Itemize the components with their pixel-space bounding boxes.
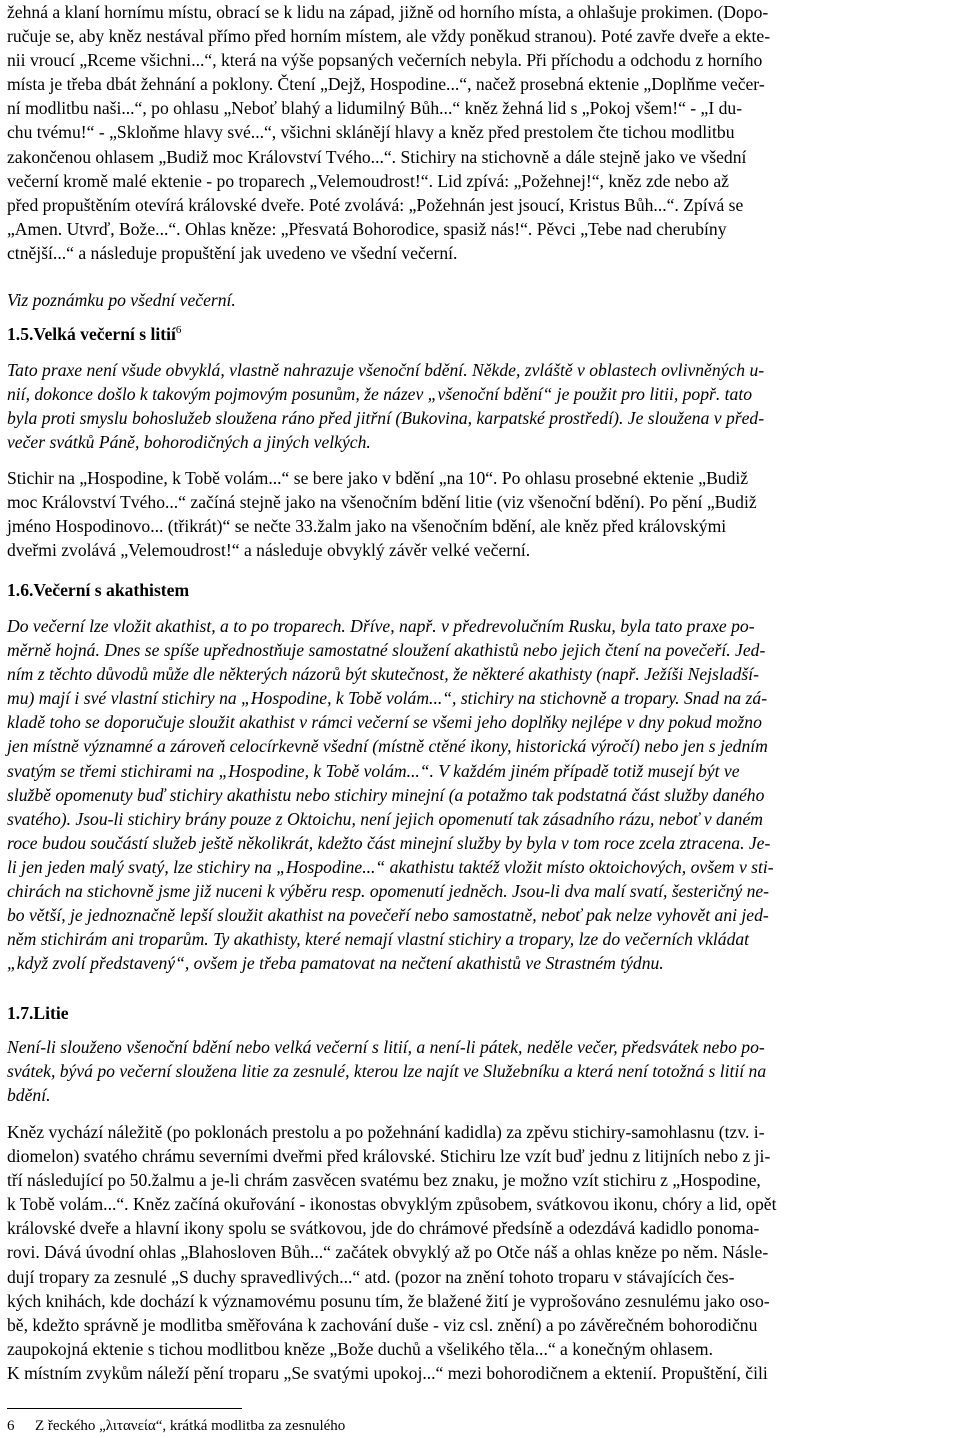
- text-line: chu tvému!“ - „Skloňme hlavy své...“, všichni sklánějí hlavy a kněz před prestolem čte tichou modlitbu: [7, 122, 735, 143]
- text-line: kladě toho se doporučuje sloužit akathist v rámci večerní se všemi jeho doplňky nejlépe v dny pokud možno: [7, 712, 762, 733]
- text-line: královské dveře a hlavní ikony spolu se svátkovou, jde do chrámové předsíně a odezdává kadidlo ponoma-: [7, 1218, 760, 1239]
- section-title: Večerní s akathistem: [33, 580, 190, 600]
- paragraph-litie-body: [7, 1120, 953, 1385]
- text-line: Do večerní lze vložit akathist, a to po troparech. Dříve, např. v předrevolučním Rusku, byla tato praxe po-: [7, 616, 755, 636]
- text-line: ním z těchto důvodů může dle některých názorů být skutečnost, že některé akathisty (např. Ježíši Nejsladší-: [7, 664, 759, 685]
- section-number: 1.5.: [7, 324, 34, 344]
- paragraph-velka-vecerni-body: [7, 466, 953, 562]
- note-see-vsedni: [7, 288, 953, 312]
- text-line: Není-li slouženo všenoční bdění nebo velká večerní s litií, a není-li pátek, neděle večer, předsvátek nebo po-: [7, 1037, 765, 1057]
- text-line: nií, dokonce došlo k takovým pojmovým posunům, že název „všenoční bdění“ je použit pro litii, popř. tato: [7, 384, 753, 405]
- text-line: něm stichirám ani troparům. Ty akathisty, které nemají vlastní stichiry a tropary, lze do večerních vkládat: [7, 929, 750, 950]
- text-line: li jen jeden malý svatý, lze stichiry na „Hospodine...“ akathistu taktéž vložit místo oktoichových, ovšem v sti-: [7, 856, 774, 877]
- text-line: Kněz vychází náležitě (po poklonách prestolu a po požehnání kadidla) za zpěvu stichiry-samohlasnu (tzv. i-: [7, 1122, 765, 1142]
- text-line: nii vroucí „Rceme všichni...“, která na výše popsaných večerních nebyla. Při příchodu a odchodu z horního: [7, 50, 763, 71]
- text-line: dveřmi zvolává „Velemoudrost!“ a následuje obvyklý závěr velké večerní.: [7, 540, 531, 561]
- section-number: 1.6.: [7, 580, 34, 600]
- section-number: 1.7.: [7, 1003, 34, 1023]
- text-line: ctnější...“ a následuje propuštění jak uvedeno ve všední večerní.: [7, 242, 458, 263]
- text-line: bě, kdežto správně je modlitba směřována k zachování duše - viz csl. znění) a po závěrečném bohorodičnu: [7, 1314, 758, 1335]
- footnote-separator: [7, 1408, 242, 1409]
- text-line: místa je třeba dbát žehnání a poklony. Čtení „Dejž, Hospodine...“, načež prosebná ektenie „Doplňme večer-: [7, 74, 765, 95]
- paragraph-vecerni-end: [7, 0, 953, 265]
- footnote-ref: 6: [175, 324, 182, 336]
- paragraph-litie-intro: [7, 1035, 953, 1107]
- text-line: zaupokojná ektenie s tichou modlitbou kněze „Bože duchů a všelikého těla...“ a konečným ohlasem.: [7, 1338, 713, 1359]
- text-line: kých knihách, kde dochází k významovému posunu tím, že blažené žití je vyprošováno zesnulému jako oso-: [7, 1290, 770, 1311]
- footnote: [7, 1417, 345, 1435]
- text-line: k Tobě volám...“. Kněz začíná okuřování - ikonostas obvyklým způsobem, svátkovou ikonu, chóry a lid, opět: [7, 1194, 777, 1215]
- section-heading-1-5: [7, 322, 181, 346]
- text-line: moc Království Tvého...“ začíná stejně jako na všenočním bdění litie (viz všenoční bdění). Po pění „Budiž: [7, 492, 757, 513]
- text-line: zakončenou ohlasem „Budiž moc Království Tvého...“. Stichiry na stichovně a dále stejně jako ve všední: [7, 146, 747, 167]
- text-line: K místním zvykům náleží pění troparu „Se svatými upokoj...“ mezi bohorodičnem a ektenií. Propuštění, čili: [7, 1362, 768, 1383]
- section-title: Velká večerní s litií: [33, 324, 176, 344]
- text-line: Stichir na „Hospodine, k Tobě volám...“ se bere jako v bdění „na 10“. Po ohlasu prosebné ektenie „Budiž: [7, 468, 749, 488]
- footnote-number: 6: [7, 1418, 15, 1434]
- text-line: ní modlitbu naši...“, po ohlasu „Neboť blahý a lidumilný Bůh...“ kněz žehná lid s „Pokoj všem!“ - „I du-: [7, 98, 743, 119]
- text-line: diomelon) svatého chrámu severními dveřmi před královské. Stichiru lze vzít buď jednu z litijních nebo z ji-: [7, 1146, 771, 1167]
- text-line: jméno Hospodinovo... (třikrát)“ se nečte 33.žalm jako na všenočním bdění, ale kněz před královskými: [7, 516, 727, 537]
- paragraph-akathist: [7, 614, 953, 975]
- text-line: ručuje se, aby kněz nestával přímo před horním místem, ale vždy poněkud stranou). Poté zavře dveře a ekte-: [7, 26, 771, 47]
- text-line: svatým se třemi stichirami na „Hospodine, k Tobě volám...“. V každém jiném případě totiž musejí být ve: [7, 760, 740, 781]
- text-line: bdění.: [7, 1085, 51, 1106]
- text-line: tří následující po 50.žalmu a je-li chrám zasvěcen svatému bez znaku, je možno vzít stichiru z „Hospodine,: [7, 1170, 761, 1191]
- text-line: svátek, bývá po večerní sloužena litie za zesnulé, kterou lze najít ve Služebníku a která není totožná s litií na: [7, 1061, 767, 1082]
- footnote-text: Z řeckého „λιτανεία“, krátká modlitba za zesnulého: [35, 1418, 346, 1434]
- text-line: Viz poznámku po všední večerní.: [7, 290, 236, 310]
- text-line: „když zvolí představený“, ovšem je třeba pamatovat na nečtení akathistů ve Strastném týdnu.: [7, 953, 664, 974]
- text-line: měrně hojná. Dnes se spíše upřednostňuje samostatné sloužení akathistů nebo jejich čtení na povečeří. Jed-: [7, 640, 766, 661]
- text-line: večer svátků Páně, bohorodičných a jiných velkých.: [7, 432, 371, 453]
- text-line: žehná a klaní hornímu místu, obrací se k lidu na západ, jižně od horního místa, a ohlašuje prokimen. (Dopo-: [7, 2, 769, 22]
- text-line: „Amen. Utvrď, Bože...“. Ohlas kněze: „Přesvatá Bohorodice, spasiž nás!“. Pěvci „Tebe nad cherubíny: [7, 218, 727, 239]
- text-line: jen místně významné a zároveň celocírkevně všední (místně ctěné ikony, historická výročí) nebo jen s jedním: [7, 736, 768, 757]
- text-line: večerní kromě malé ektenie - po troparech „Velemoudrost!“. Lid zpívá: „Požehnej!“, kněz zde nebo až: [7, 170, 729, 191]
- text-line: chirách na stichovně jsme již nuceni k výběru resp. opomenutí jedněch. Jsou-li dva malí svatí, šesteričný ne-: [7, 881, 770, 902]
- section-title: Litie: [33, 1003, 69, 1023]
- text-line: službě opomenuty buď stichiry akathistu nebo stichiry minejní (a potažmo tak podstatná část služby daného: [7, 784, 765, 805]
- text-line: dují tropary za zesnulé „S duchy spravedlivých...“ atd. (pozor na znění tohoto troparu v stávajících čes-: [7, 1266, 735, 1287]
- text-line: roce budou součástí služeb ještě několikrát, kdežto část minejní služby by byla v tom roce zcela ztracena. Je-: [7, 832, 771, 853]
- text-line: mu) mají i své vlastní stichiry na „Hospodine, k Tobě volám...“, stichiry na stichovně a tropary. Snad na zá-: [7, 688, 768, 709]
- text-line: rovi. Dává úvodní ohlas „Blahosloven Bůh...“ začátek obvyklý až po Otče náš a ohlas kněze po něm. Násle-: [7, 1242, 769, 1263]
- text-line: byla proti smyslu bohoslužeb sloužena ráno před jitřní (Bukovina, karpatské prostředí). Je sloužena v před-: [7, 408, 765, 429]
- text-line: Tato praxe není všude obvyklá, vlastně nahrazuje všenoční bdění. Někde, zvláště v oblastech ovlivněných u-: [7, 360, 765, 380]
- section-heading-1-7: [7, 1001, 69, 1025]
- text-line: svatého). Jsou-li stichiry brány pouze z Oktoichu, není jejich opomenutí tak zásadního rázu, neboť v daném: [7, 808, 763, 829]
- text-line: bo větší, je jednoznačně lepší sloužit akathist na povečeří nebo samostatně, neboť pak nelze vyhovět ani jed-: [7, 905, 769, 926]
- paragraph-velka-vecerni-intro: [7, 358, 953, 454]
- text-line: před propuštěním otevírá královské dveře. Poté zvolává: „Požehnán jest jsoucí, Kristus Bůh...“. Zpívá se: [7, 194, 744, 215]
- section-heading-1-6: [7, 578, 189, 602]
